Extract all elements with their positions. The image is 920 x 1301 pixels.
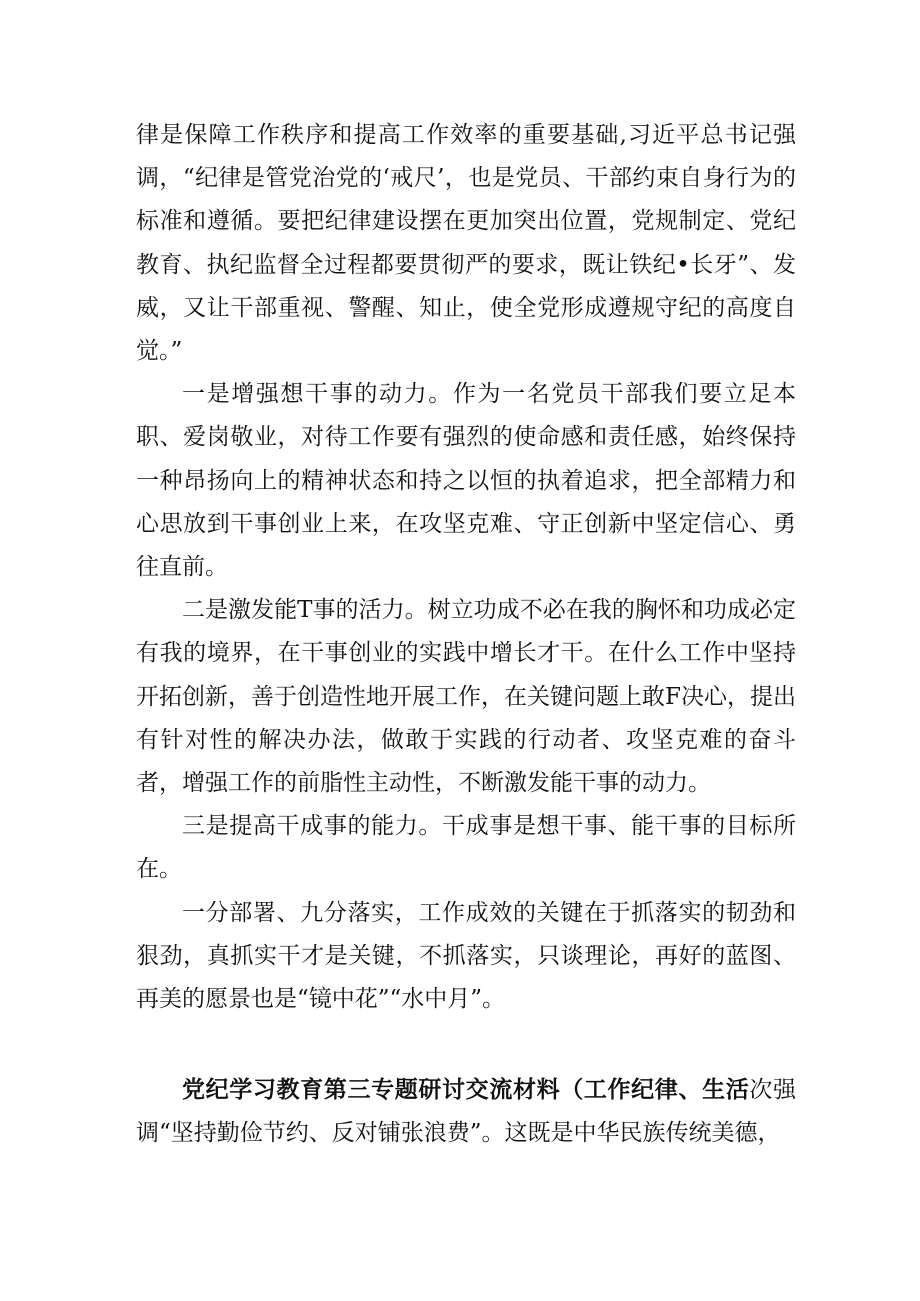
document-body — [136, 114, 796, 1021]
paragraph-discipline-quote: 律是保障工作秩序和提高工作效率的重要基础,习近平总书记强调，“纪律是管党治党的‘戒尺’，也是党员、干部约束自身行为的标准和遵循。要把纪律建设摆在更加突出位置，党规制定、党纪教育、执纪监督全过程都要贯彻严的要求，既让铁纪•长牙”、发威，又让干部重视、警醒、知止，使全党形成遵规守纪的高度自觉。” — [136, 122, 796, 365]
paragraph-point-one: 一是增强想干事的动力。作为一名党员干部我们要立足本职、爱岗敬业，对待工作要有强烈的使命感和责任感，始终保持一种昂扬向上的精神状态和持之以恒的执着追求，把全部精力和心思放到干事创业上来，在攻坚克难、守正创新中坚定信心、勇往直前。 — [136, 381, 796, 581]
paragraph-point-two: 二是激发能T事的活力。树立功成不必在我的胸怀和功成必定有我的境界，在干事创业的实践中增长才干。在什么工作中坚持开拓创新，善于创造性地开展工作，在关键问题上敢F决心，提出有针对性的解决办法，做敢于实践的行动者、攻坚克难的奋斗者，增强工作的前脂性主动性，不断激发能干事的动力。 — [136, 597, 796, 797]
section-heading-continuation: 次强调“坚持勤俭节约、反对铺张浪费”。这既是中华民族传统美德， — [136, 1077, 797, 1147]
section-heading-title: 党纪学习教育第三专题研讨交流材料（工作纪律、生活 — [182, 1076, 750, 1103]
paragraph-point-three: 三是提高干成事的能力。干成事是想干事、能干事的目标所在。 — [136, 813, 796, 883]
section-heading-paragraph — [136, 1068, 796, 1155]
paragraph-implementation: 一分部署、九分落实，工作成效的关键在于抓落实的韧劲和狠劲，真抓实干才是关键，不抓落实，只谈理论，再好的蓝图、再美的愿景也是“镜中花”“水中月”。 — [136, 899, 796, 1013]
